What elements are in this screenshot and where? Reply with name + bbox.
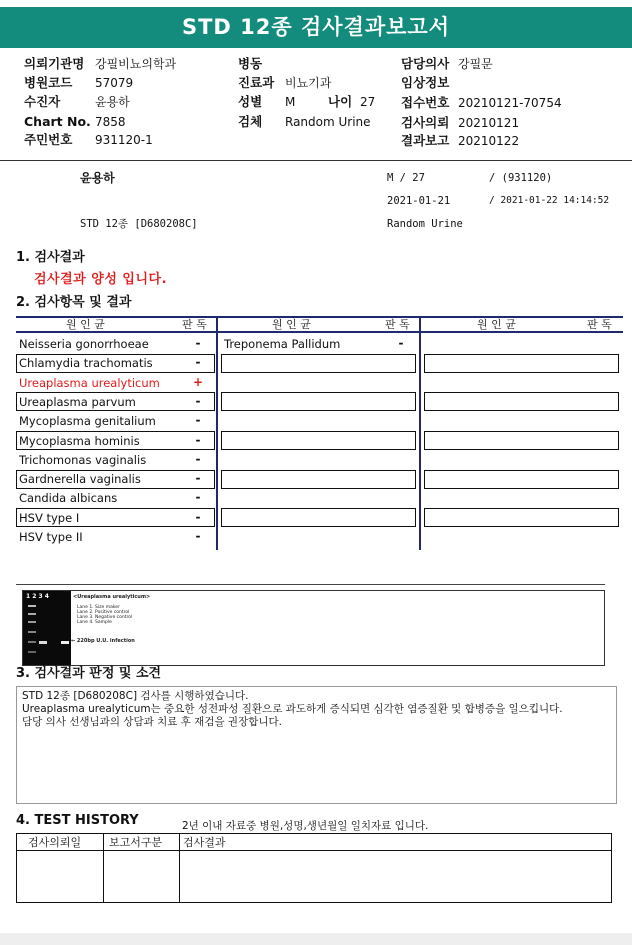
ward-label: 병동 [238, 56, 263, 71]
col-judge-header: 판 독 [385, 318, 410, 331]
gel-legend-4: Lane 4. Sample [77, 620, 112, 625]
opinion-line: 담당 의사 선생님과의 상담과 치료 후 재검을 권장합니다. [22, 716, 282, 728]
row-box [221, 431, 416, 450]
pathogen-name: Ureaplasma parvum [19, 394, 136, 409]
row-box [221, 470, 416, 489]
row-box [221, 354, 416, 373]
section1-title: 1. 검사결과 [16, 250, 85, 265]
pathogen-name: Ureaplasma urealyticum [19, 375, 160, 390]
judgement-mark: - [195, 451, 201, 466]
patient-name: 윤용하 [80, 171, 115, 185]
specimen-value: Random Urine [285, 115, 371, 129]
history-header-row [17, 834, 611, 851]
pathogen-name: Chlamydia trachomatis [19, 356, 153, 371]
row-box [424, 392, 619, 411]
positive-result: 검사결과 양성 입니다. [34, 272, 168, 287]
history-table [16, 833, 612, 903]
history-col-report-type: 보고서구분 [109, 836, 163, 849]
opinion-box [16, 686, 617, 804]
gel-lane-numbers: 1 2 3 4 [26, 593, 49, 600]
request-date: 2021-01-21 [387, 195, 451, 207]
gel-title: <Ureaplasma urealyticum> [73, 594, 151, 600]
judgement-mark: - [195, 355, 201, 370]
judgement-mark: - [195, 471, 201, 486]
col-pathogen-header: 원 인 균 [477, 318, 516, 331]
pathogen-name: Mycoplasma genitalium [19, 414, 156, 429]
pathogen-name: Trichomonas vaginalis [19, 452, 147, 467]
section2-title: 2. 검사항목 및 결과 [16, 295, 132, 310]
patient-specimen: Random Urine [387, 218, 463, 230]
dept-label: 진료과 [238, 75, 275, 90]
patient-resident: / (931120) [489, 172, 553, 184]
pathogen-name: Mycoplasma hominis [19, 433, 140, 448]
judgement-mark: - [195, 336, 201, 350]
judgement-mark: - [195, 490, 201, 505]
history-col-request-date: 검사의뢰일 [28, 836, 82, 849]
resident-value: 931120-1 [95, 133, 153, 147]
table-top-rule [16, 316, 623, 318]
specimen-label: 검체 [238, 114, 263, 129]
request-value: 20210121 [458, 116, 520, 130]
receipt-label: 접수번호 [401, 95, 450, 110]
judgement-mark: - [195, 432, 201, 447]
row-box [424, 470, 619, 489]
gel-band-label: ← 220bp U.U. infection [71, 638, 135, 644]
gel-divider [16, 584, 605, 585]
history-col-divider [103, 834, 104, 902]
history-col-divider [179, 834, 180, 902]
receipt-value: 20210121-70754 [458, 96, 562, 110]
hospital-code-value: 57079 [95, 76, 134, 90]
history-note: 2년 이내 자료중 병원,성명,생년월일 일치자료 입니다. [182, 820, 429, 832]
clinical-label: 임상정보 [401, 75, 450, 90]
sex-label: 성별 [238, 94, 263, 109]
dept-value: 비뇨기과 [285, 76, 332, 90]
result-report-label: 결과보고 [401, 133, 450, 148]
hospital-code-label: 병원코드 [24, 75, 73, 90]
header-divider [0, 160, 632, 161]
judgement-mark: - [195, 509, 201, 524]
age-value: 27 [360, 95, 376, 109]
section4-title: 4. TEST HISTORY [16, 813, 139, 828]
gel-electrophoresis-image [23, 591, 71, 665]
result-report-value: 20210122 [458, 134, 520, 148]
request-label: 검사의뢰 [401, 115, 450, 130]
pathogen-name: HSV type I [19, 510, 80, 525]
judgement-mark: - [195, 393, 201, 408]
pathogen-name: HSV type II [19, 530, 83, 544]
patient-label: 수진자 [24, 94, 61, 109]
institution-label: 의뢰기관명 [24, 56, 85, 71]
pathogen-name: Neisseria gonorrhoeae [19, 337, 149, 351]
gel-legend-2: Lane 2. Positive control [77, 610, 130, 615]
row-box [424, 354, 619, 373]
report-title: STD 12종 검사결과보고서 [0, 7, 632, 48]
pathogen-name: Candida albicans [19, 491, 118, 506]
chart-label: Chart No. [24, 114, 91, 129]
gel-legend-1: Lane 1. Size maker [77, 605, 120, 610]
column-divider [216, 316, 218, 550]
col-judge-header: 판 독 [587, 318, 612, 331]
table-header-rule [16, 331, 623, 333]
age-label: 나이 [328, 94, 353, 109]
gel-image-panel [22, 590, 605, 666]
page-bottom-strip [0, 933, 632, 945]
pathogen-name: Gardnerella vaginalis [19, 472, 141, 487]
col-judge-header: 판 독 [182, 318, 207, 331]
row-box [424, 431, 619, 450]
column-divider [419, 316, 421, 550]
opinion-line: Ureaplasma urealyticum는 중요한 성전파성 질환으로 과도하게 증식되면 심각한 염증질환 및 합병증을 일으킵니다. [22, 703, 563, 715]
doctor-label: 담당의사 [401, 56, 450, 71]
resident-label: 주민번호 [24, 132, 73, 147]
col-pathogen-header: 원 인 균 [66, 318, 105, 331]
row-box [221, 392, 416, 411]
opinion-line: STD 12종 [D680208C] 검사를 시행하였습니다. [22, 690, 249, 702]
gel-legend-3: Lane 3. Negative control [77, 615, 133, 620]
institution-value: 강필비뇨의학과 [95, 57, 177, 71]
judgement-mark: - [398, 336, 404, 350]
test-code: STD 12종 [D680208C] [80, 218, 198, 230]
patient-value: 윤용하 [95, 95, 130, 109]
patient-sex-age: M / 27 [387, 172, 425, 184]
doctor-value: 강필문 [458, 57, 493, 71]
row-box [424, 508, 619, 527]
sex-value: M [285, 95, 296, 109]
history-col-result: 검사결과 [183, 836, 226, 849]
report-datetime: / 2021-01-22 14:14:52 [489, 195, 610, 206]
section3-title: 3. 검사결과 판정 및 소견 [16, 666, 162, 681]
chart-value: 7858 [95, 115, 126, 129]
judgement-mark: + [192, 374, 204, 389]
pathogen-name: Treponema Pallidum [224, 337, 341, 351]
col-pathogen-header: 원 인 균 [272, 318, 311, 331]
judgement-mark: - [195, 529, 201, 543]
row-box [221, 508, 416, 527]
judgement-mark: - [195, 413, 201, 428]
